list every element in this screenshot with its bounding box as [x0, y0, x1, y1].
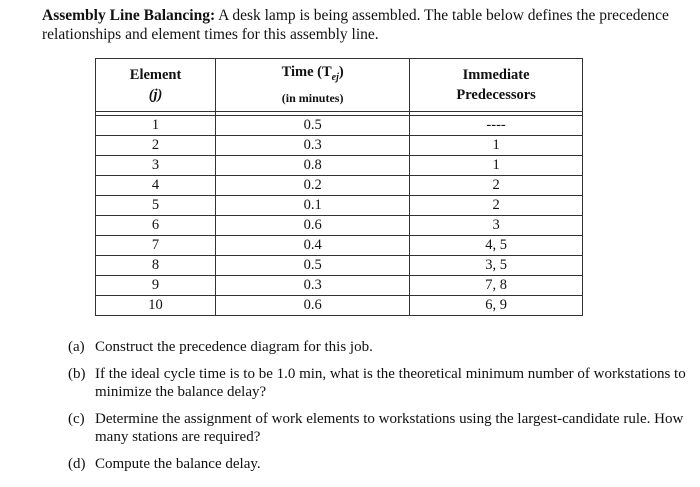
header-pred-line1: Immediate: [462, 67, 530, 83]
cell-predecessors: 3: [410, 216, 583, 236]
header-time-subscript: ej: [331, 71, 339, 83]
cell-time: 0.4: [216, 236, 410, 256]
question-a: [68, 338, 688, 356]
header-element-title: Element: [129, 67, 182, 83]
header-element-sub: (j): [148, 87, 163, 103]
cell-time: 0.3: [216, 136, 410, 156]
cell-predecessors: ----: [410, 116, 583, 136]
cell-predecessors: 1: [410, 156, 583, 176]
question-label: (b): [68, 366, 86, 382]
cell-element: 9: [96, 276, 216, 296]
cell-predecessors: 4, 5: [410, 236, 583, 256]
cell-time: 0.6: [216, 216, 410, 236]
table-row: [96, 236, 583, 256]
intro-bold-label: Assembly Line Balancing:: [42, 7, 216, 24]
header-element: [96, 59, 216, 112]
cell-element: 10: [96, 296, 216, 316]
cell-time: 0.3: [216, 276, 410, 296]
question-c: [68, 410, 688, 446]
table-header-row: [96, 59, 583, 112]
cell-time: 0.6: [216, 296, 410, 316]
table-row: [96, 276, 583, 296]
table-row: [96, 136, 583, 156]
cell-time: 0.8: [216, 156, 410, 176]
question-d: [68, 455, 688, 473]
cell-element: 5: [96, 196, 216, 216]
cell-element: 6: [96, 216, 216, 236]
question-text: Determine the assignment of work elements to workstations using the largest-candidate rule. How many stations are required?: [95, 411, 684, 445]
question-label: (a): [68, 339, 85, 355]
cell-time: 0.5: [216, 116, 410, 136]
header-time-title-close: ): [338, 64, 344, 81]
cell-predecessors: 3, 5: [410, 256, 583, 276]
cell-element: 2: [96, 136, 216, 156]
question-label: (d): [68, 456, 86, 472]
table-row: [96, 156, 583, 176]
cell-predecessors: 2: [410, 196, 583, 216]
question-text: Compute the balance delay.: [95, 456, 261, 472]
header-time-title: [216, 62, 409, 88]
question-b: [68, 365, 688, 401]
table-row: [96, 116, 583, 136]
cell-element: 1: [96, 116, 216, 136]
table-row: [96, 256, 583, 276]
table-row: [96, 196, 583, 216]
question-label: (c): [68, 411, 85, 427]
intro-paragraph: [42, 6, 682, 44]
intro-text: A desk lamp is being assembled. The table below defines the precedence relationships and element times for this assembly line.: [42, 7, 669, 43]
header-predecessors: [410, 59, 583, 112]
cell-element: 4: [96, 176, 216, 196]
cell-predecessors: 2: [410, 176, 583, 196]
table-row: [96, 296, 583, 316]
cell-time: 0.5: [216, 256, 410, 276]
header-time-title-text: Time (T: [281, 64, 332, 81]
header-time: [216, 59, 410, 112]
cell-element: 7: [96, 236, 216, 256]
question-text: If the ideal cycle time is to be 1.0 min, what is the theoretical minimum number of workstations to minimize the balance delay?: [95, 366, 686, 400]
question-list: [68, 338, 688, 482]
header-time-sub: (in minutes): [281, 90, 344, 105]
cell-predecessors: 1: [410, 136, 583, 156]
header-pred-line2: Predecessors: [456, 87, 536, 103]
cell-predecessors: 7, 8: [410, 276, 583, 296]
table-row: [96, 216, 583, 236]
table-row: [96, 176, 583, 196]
cell-element: 3: [96, 156, 216, 176]
cell-time: 0.2: [216, 176, 410, 196]
cell-time: 0.1: [216, 196, 410, 216]
question-text: Construct the precedence diagram for this job.: [95, 339, 373, 355]
cell-element: 8: [96, 256, 216, 276]
cell-predecessors: 6, 9: [410, 296, 583, 316]
precedence-table: [95, 58, 583, 316]
